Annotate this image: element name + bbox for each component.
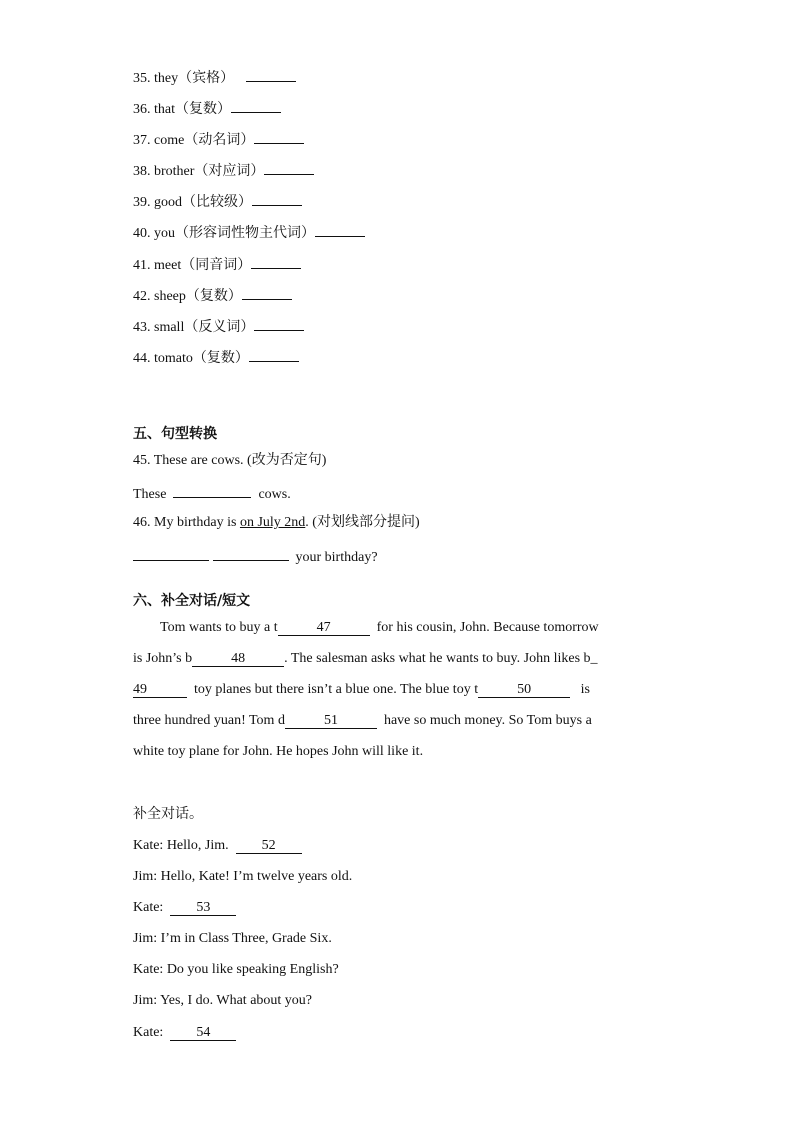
answer-blank[interactable] (242, 285, 292, 300)
answer-blank[interactable] (173, 483, 251, 498)
answer-blank[interactable] (254, 129, 304, 144)
question-46-answer: your birthday? (133, 546, 378, 567)
blank-52[interactable]: 52 (236, 838, 302, 854)
passage-line: white toy plane for John. He hopes John will like it. (133, 744, 424, 759)
dialogue-title: 补全对话。 (133, 806, 203, 822)
blank-48[interactable]: 48 (192, 651, 284, 667)
answer-blank[interactable] (254, 316, 304, 331)
answer-blank[interactable] (252, 191, 302, 206)
blank-53[interactable]: 53 (170, 900, 236, 916)
vocab-item: 42. sheep（复数） (133, 285, 292, 306)
answer-blank[interactable] (264, 160, 314, 175)
vocab-item: 37. come（动名词） (133, 129, 304, 150)
vocab-item: 44. tomato（复数） (133, 347, 299, 368)
blank-47[interactable]: 47 (278, 620, 370, 636)
answer-blank[interactable] (315, 222, 365, 237)
dialogue-line: Jim: Yes, I do. What about you? (133, 993, 313, 1008)
answer-blank[interactable] (251, 254, 301, 269)
vocab-item: 36. that（复数） (133, 98, 281, 119)
answer-blank[interactable] (231, 98, 281, 113)
answer-blank[interactable] (246, 67, 296, 82)
answer-blank[interactable] (133, 546, 209, 561)
question-46: 46. My birthday is on July 2nd. (对划线部分提问) (133, 515, 420, 530)
blank-54[interactable]: 54 (170, 1025, 236, 1041)
dialogue-line: Jim: Hello, Kate! I’m twelve years old. (133, 869, 353, 884)
dialogue-line: Kate: Hello, Jim. 52 (133, 837, 302, 855)
blank-51[interactable]: 51 (285, 713, 377, 729)
passage-line: 49 toy planes but there isn’t a blue one. The blue toy t 50 is (133, 682, 590, 697)
vocab-item: 41. meet（同音词） (133, 254, 301, 275)
dialogue-line: Kate: 53 (133, 899, 236, 917)
section-heading: 五、句型转换 (133, 426, 217, 442)
vocab-item: 40. you（形容词性物主代词） (133, 222, 365, 243)
dialogue-line: Kate: Do you like speaking English? (133, 962, 339, 977)
question-45: 45. These are cows. (改为否定句) (133, 453, 327, 468)
question-45-answer: These cows. (133, 483, 291, 504)
passage-line: three hundred yuan! Tom d 51 have so much money. So Tom buys a (133, 713, 592, 728)
answer-blank[interactable] (249, 347, 299, 362)
dialogue-line: Kate: 54 (133, 1024, 236, 1042)
passage-line: is John’s b 48 . The salesman asks what he wants to buy. John likes b_ (133, 651, 598, 666)
vocab-item: 38. brother（对应词） (133, 160, 314, 181)
vocab-item: 35. they（宾格） (133, 67, 296, 88)
vocab-item: 43. small（反义词） (133, 316, 304, 337)
blank-50[interactable]: 50 (478, 682, 570, 698)
dialogue-line: Jim: I’m in Class Three, Grade Six. (133, 931, 332, 946)
blank-49[interactable]: 49 (133, 682, 187, 698)
passage-line: Tom wants to buy a t 47 for his cousin, John. Because tomorrow (160, 620, 599, 635)
answer-blank[interactable] (213, 546, 289, 561)
section-heading: 六、补全对话/短文 (133, 593, 251, 609)
vocab-item: 39. good（比较级） (133, 191, 302, 212)
